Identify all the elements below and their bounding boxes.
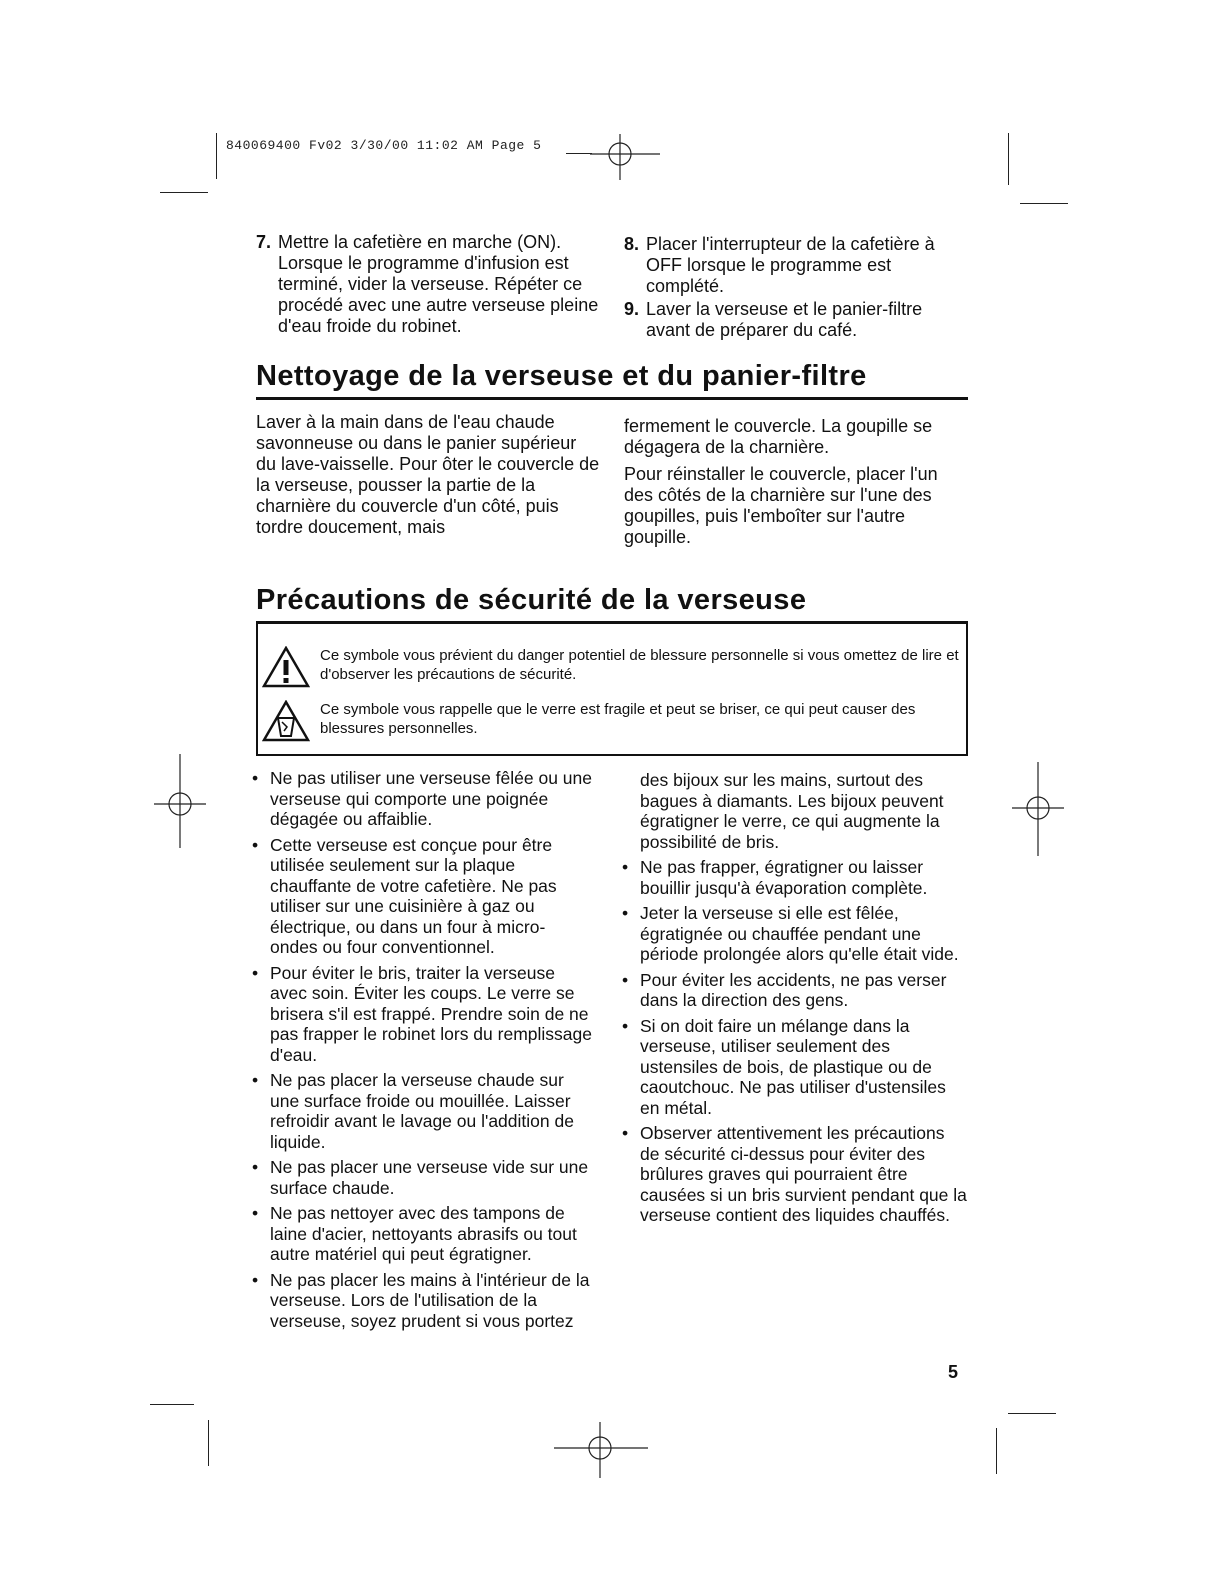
page-number: 5 [948,1362,959,1382]
step-text: Placer l'interrupteur de la cafetière à OFF lorsque le programme est complété. [646,234,935,296]
crop-mark [996,1428,997,1474]
list-item: • Ne pas nettoyer avec des tampons de laine d'acier, nettoyants abrasifs ou tout autre matériel qui peut égratigner. [252,1203,592,1265]
step-item [624,299,954,341]
registration-mark-icon [150,750,210,850]
list-item: • Pour éviter le bris, traiter la verseuse avec soin. Éviter les coups. Le verre se brisera s'il est frappé. Prendre soin de ne pas frapper le robinet lors du remplissage d'eau. [252,963,592,1066]
list-item: • Jeter la verseuse si elle est fêlée, égratignée ou chauffée pendant une période prolongée alors qu'elle était vide. [622,903,968,965]
step-text: Mettre la cafetière en marche (ON). Lorsque le programme d'infusion est terminé, vider la verseuse. Répéter ce procédé avec une autre verseuse pleine d'eau froide du robinet. [278,232,599,336]
step-number: 7. [256,232,272,252]
list-item-continuation: des bijoux sur les mains, surtout des bagues à diamants. Les bijoux peuvent égratigner le verre, ce qui augmente la possibilité de bris. [640,770,944,852]
cleaning-left-paragraph: Laver à la main dans de l'eau chaude savonneuse ou dans le panier supérieur du lave-vaisselle. Pour ôter le couvercle de la verseuse, pousser la partie de la charnière du couvercle d'un côté, puis tordre doucement, mais [256,412,600,537]
steps-left [256,232,606,339]
crop-mark [1008,1413,1056,1414]
warning-row [262,700,962,744]
step-number: 8. [624,234,640,254]
warning-triangle-icon [262,646,310,688]
warning-text: Ce symbole vous prévient du danger potentiel de blessure personnelle si vous omettez de lire et d'observer les précautions de sécurité. [320,647,959,683]
crop-mark [160,192,208,193]
list-item: • Ne pas placer une verseuse vide sur une surface chaude. [252,1157,592,1198]
cleaning-paragraph: fermement le couvercle. La goupille se dégagera de la charnière. [624,416,933,457]
steps-right [624,234,954,343]
printer-slug: 840069400 Fv02 3/30/00 11:02 AM Page 5 [226,138,542,153]
warning-text: Ce symbole vous rappelle que le verre est fragile et peut se briser, ce qui peut causer des blessures personnelles. [320,701,916,737]
crop-mark [216,133,217,179]
list-item: • Observer attentivement les précautions de sécurité ci-dessus pour éviter des brûlures graves qui pourraient être causées si un bris survient pendant que la verseuse contient des liquides chauffés. [622,1123,968,1226]
list-item: • Ne pas frapper, égratigner ou laisser bouillir jusqu'à évaporation complète. [622,857,968,898]
list-item: • Pour éviter les accidents, ne pas verser dans la direction des gens. [622,970,968,1011]
broken-glass-triangle-icon [262,700,310,742]
list-item: • Ne pas placer les mains à l'intérieur de la verseuse. Lors de l'utilisation de la verseuse, soyez prudent si vous portez [252,1270,592,1332]
safety-bullets-left [252,768,592,1336]
step-number: 9. [624,299,640,319]
list-item: • Ne pas utiliser une verseuse fêlée ou une verseuse qui comporte une poignée dégagée ou affaiblie. [252,768,592,830]
list-item: • Si on doit faire un mélange dans la verseuse, utiliser seulement des ustensiles de bois, de plastique ou de caoutchouc. Ne pas utiliser d'ustensiles en métal. [622,1016,968,1119]
crop-mark [1020,203,1068,204]
registration-mark-icon [550,1420,650,1480]
cleaning-right-column [624,416,964,554]
crop-mark [208,1420,209,1466]
safety-bullets-right [622,770,968,1231]
step-text: Laver la verseuse et le panier-filtre avant de préparer du café. [646,299,923,340]
crop-mark [1008,133,1009,185]
step-item [256,232,606,337]
heading-rule [256,397,968,400]
list-item: • Cette verseuse est conçue pour être utilisée seulement sur la plaque chauffante de votre cafetière. Ne pas utiliser sur une cuisinière à gaz ou électrique, ou dans un four à micro-ondes ou four conventionnel. [252,835,592,958]
step-item [624,234,954,297]
registration-mark-icon [580,128,660,184]
cleaning-paragraph: Pour réinstaller le couvercle, placer l'un des côtés de la charnière sur l'une des goupilles, puis l'emboîter sur l'autre goupille. [624,464,938,547]
warning-row [262,646,962,690]
section-heading-cleaning: Nettoyage de la verseuse et du panier-filtre [256,360,867,392]
list-item: • Ne pas placer la verseuse chaude sur une surface froide ou mouillée. Laisser refroidir avant le lavage ou l'addition de liquide. [252,1070,592,1152]
registration-mark-icon [1010,760,1070,860]
section-heading-safety: Précautions de sécurité de la verseuse [256,584,807,616]
crop-mark [150,1404,194,1405]
